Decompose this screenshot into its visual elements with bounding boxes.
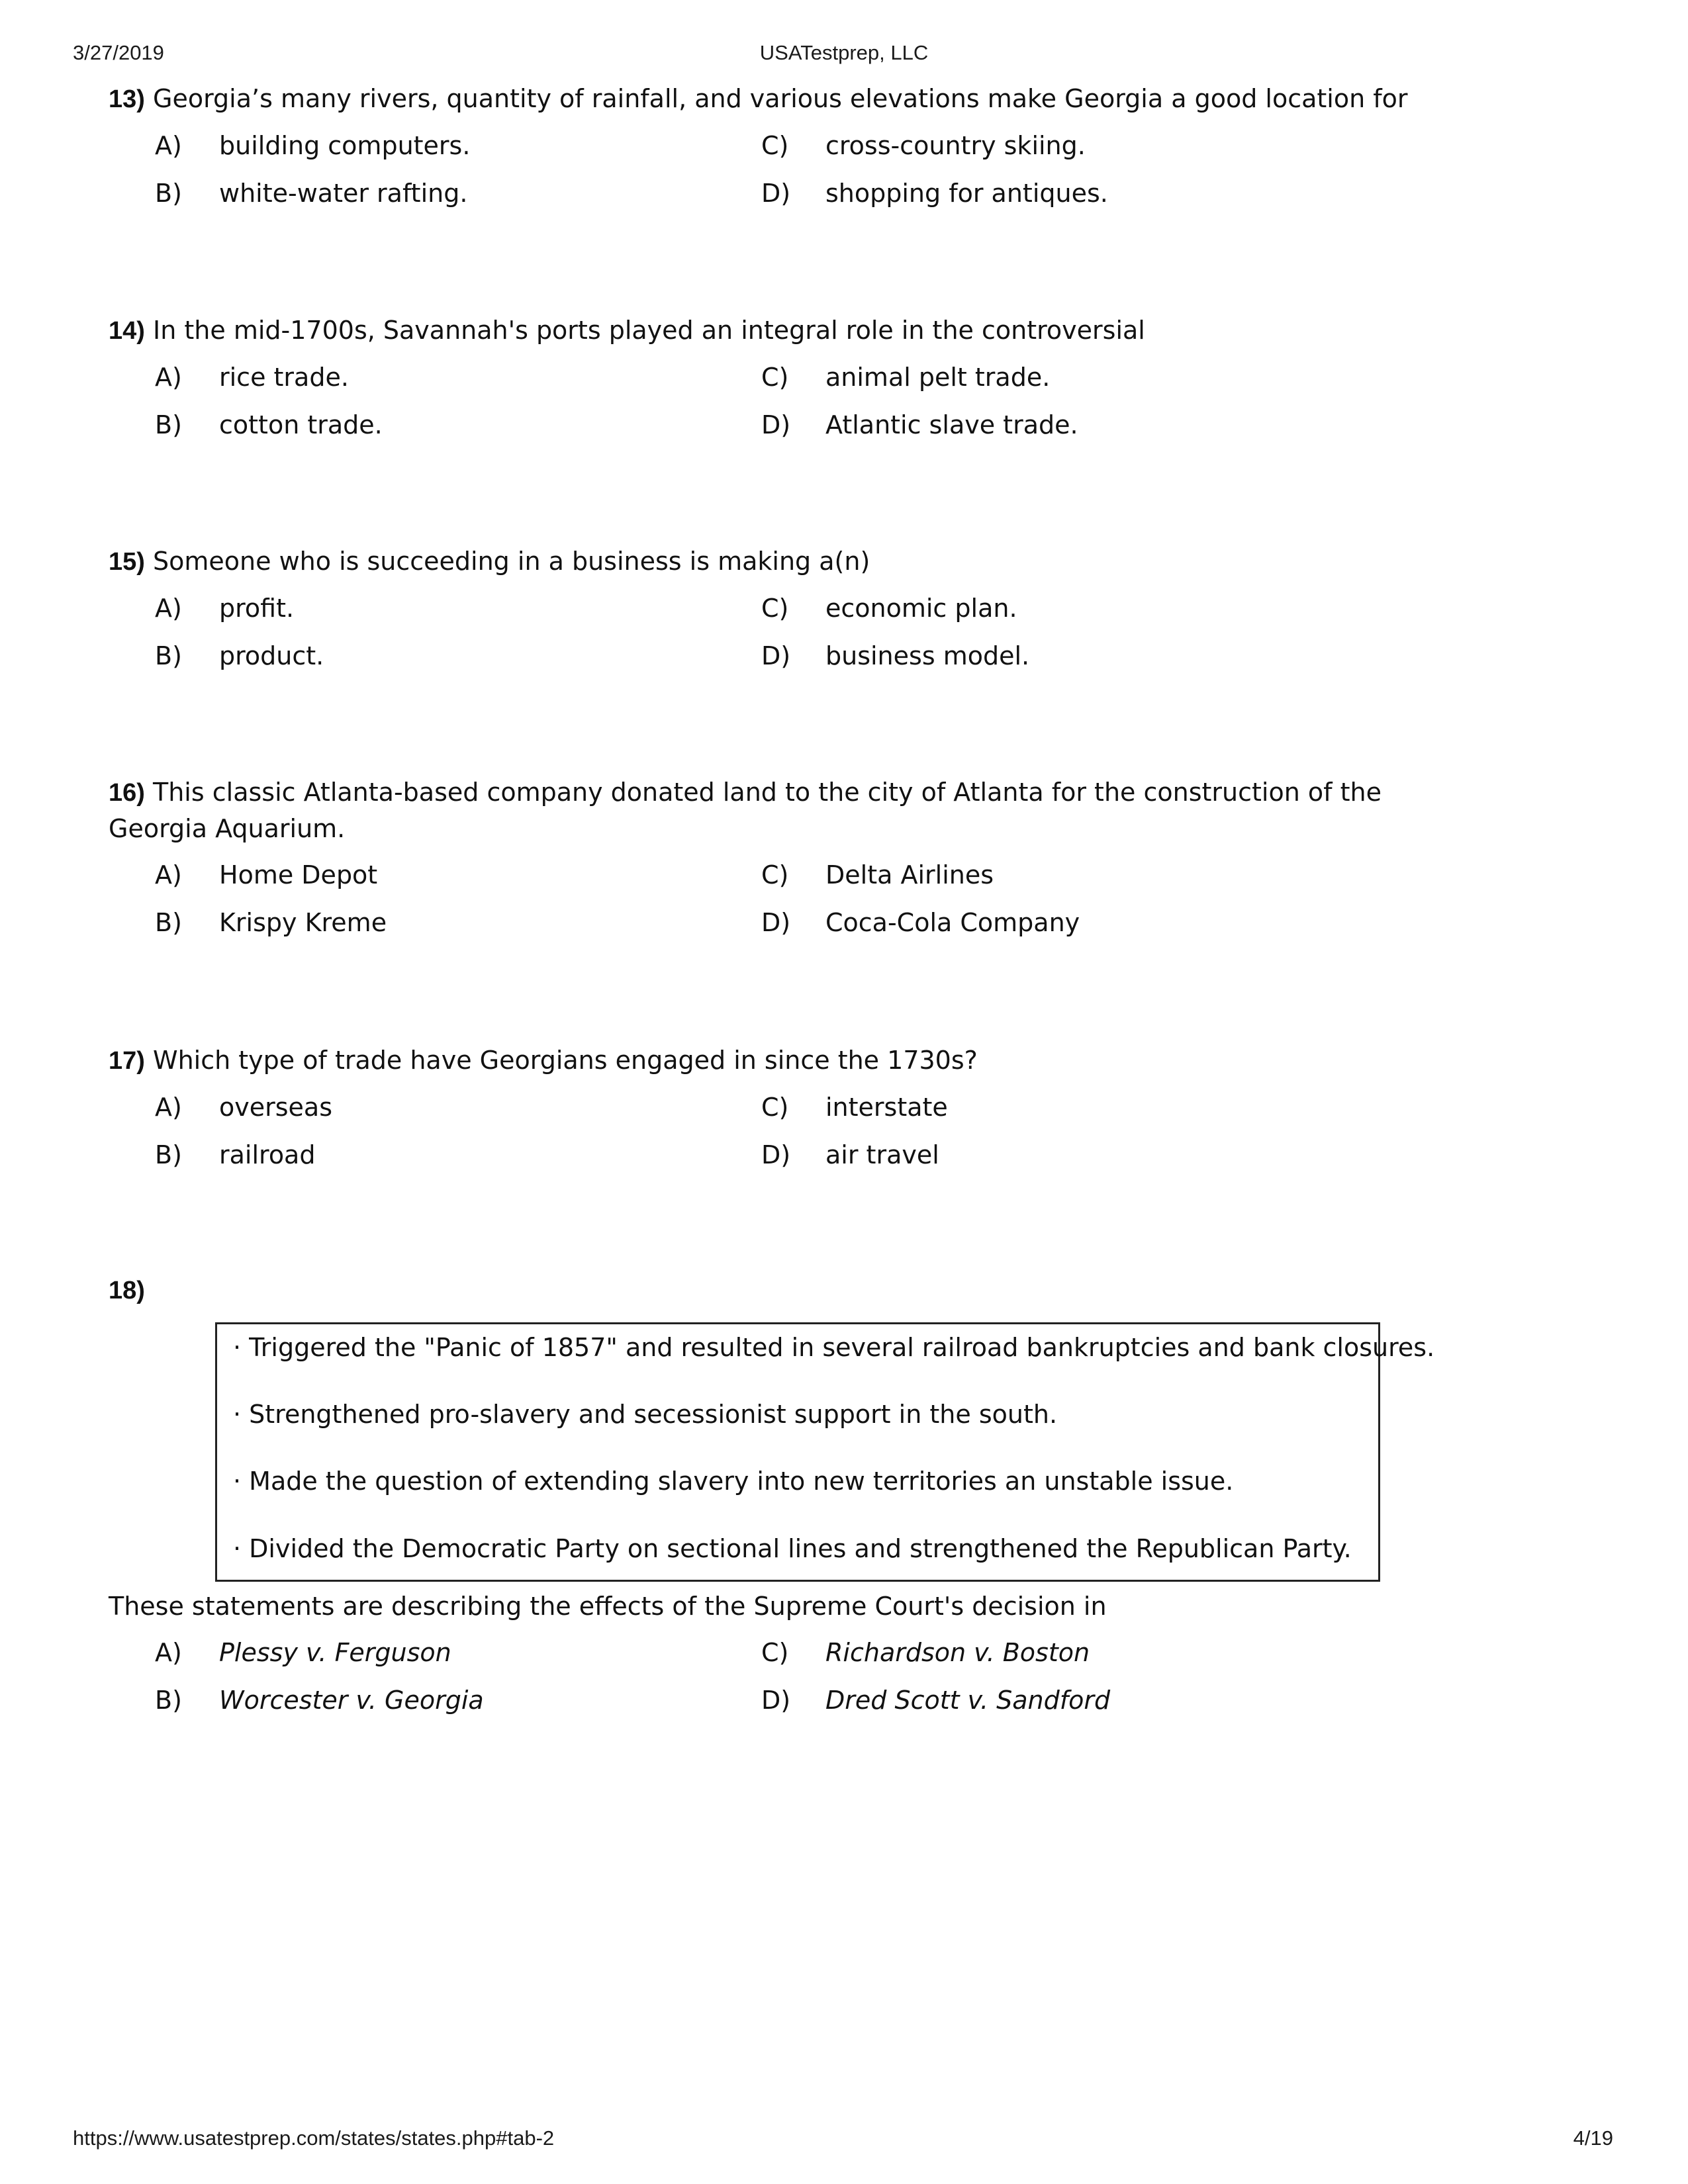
option-text: Worcester v. Georgia <box>219 1686 484 1715</box>
question-number: 16) <box>109 779 145 807</box>
question-text: This classic Atlanta-based company donated land to the city of Atlanta for the construction of the Georgia Aquarium. <box>109 778 1382 843</box>
option-text: Coca-Cola Company <box>825 908 1080 937</box>
question-text: Someone who is succeeding in a business is making a(n) <box>153 547 870 576</box>
option-text: Delta Airlines <box>825 860 994 889</box>
option-letter: A) <box>155 594 182 623</box>
question-18 <box>109 1588 1432 1727</box>
question-17 <box>109 1042 1432 1182</box>
option-text: Home Depot <box>219 860 378 889</box>
option-letter: B) <box>155 1686 182 1715</box>
stimulus-bullet: · Made the question of extending slavery into new territories an unstable issue. <box>233 1467 1234 1496</box>
question-15 <box>109 543 1432 683</box>
question-18-number <box>109 1272 1432 1308</box>
stimulus-bullet: · Strengthened pro-slavery and secessionist support in the south. <box>233 1400 1058 1429</box>
page-header-title: USATestprep, LLC <box>759 41 929 64</box>
question-number: 14) <box>109 317 145 345</box>
question-number: 17) <box>109 1047 145 1075</box>
question-text: Georgia’s many rivers, quantity of rainfall, and various elevations make Georgia a good location for <box>153 84 1408 113</box>
option-letter: B) <box>155 908 182 937</box>
stimulus-bullet: · Divided the Democratic Party on sectional lines and strengthened the Republican Party. <box>233 1534 1352 1563</box>
question-14 <box>109 312 1432 452</box>
option-letter: A) <box>155 1093 182 1122</box>
option-letter: C) <box>761 1093 789 1122</box>
question-16 <box>109 774 1432 950</box>
question-text: Which type of trade have Georgians engaged in since the 1730s? <box>153 1046 978 1075</box>
option-letter: D) <box>761 1686 791 1715</box>
option-letter: C) <box>761 860 789 889</box>
option-letter: A) <box>155 131 182 160</box>
option-text: railroad <box>219 1140 316 1169</box>
answer-options <box>109 128 1432 220</box>
question-stem <box>109 543 1432 580</box>
option-text: interstate <box>825 1093 948 1122</box>
page-number: 4/19 <box>1573 2126 1613 2150</box>
option-text: Atlantic slave trade. <box>825 410 1078 439</box>
print-date: 3/27/2019 <box>73 41 164 64</box>
answer-options <box>109 359 1432 452</box>
option-letter: A) <box>155 860 182 889</box>
option-text: shopping for antiques. <box>825 179 1108 208</box>
option-letter: B) <box>155 641 182 670</box>
question-number: 15) <box>109 548 145 576</box>
option-letter: D) <box>761 410 791 439</box>
answer-options <box>109 857 1432 950</box>
option-letter: C) <box>761 594 789 623</box>
question-number: 18) <box>109 1277 145 1304</box>
question-stem <box>109 312 1432 349</box>
option-text: profit. <box>219 594 295 623</box>
option-letter: D) <box>761 908 791 937</box>
option-text: cross-country skiing. <box>825 131 1086 160</box>
option-text: Plessy v. Ferguson <box>219 1638 451 1667</box>
option-text: white-water rafting. <box>219 179 468 208</box>
option-letter: B) <box>155 1140 182 1169</box>
option-text: business model. <box>825 641 1030 670</box>
answer-options <box>109 590 1432 683</box>
option-text: Dred Scott v. Sandford <box>825 1686 1111 1715</box>
question-13 <box>109 81 1432 220</box>
question-text: These statements are describing the effects of the Supreme Court's decision in <box>109 1592 1107 1621</box>
answer-options <box>109 1089 1432 1182</box>
question-stem <box>109 1042 1432 1079</box>
option-letter: A) <box>155 363 182 392</box>
option-letter: D) <box>761 641 791 670</box>
option-letter: D) <box>761 1140 791 1169</box>
answer-options <box>109 1635 1432 1727</box>
question-text: In the mid-1700s, Savannah's ports played an integral role in the controversial <box>153 316 1145 345</box>
option-letter: B) <box>155 410 182 439</box>
option-text: cotton trade. <box>219 410 383 439</box>
question-stem <box>109 81 1432 117</box>
stimulus-bullet: · Triggered the "Panic of 1857" and resulted in several railroad bankruptcies and bank closures. <box>233 1333 1435 1362</box>
option-text: air travel <box>825 1140 939 1169</box>
option-text: product. <box>219 641 324 670</box>
option-letter: A) <box>155 1638 182 1667</box>
question-number: 13) <box>109 85 145 113</box>
option-letter: C) <box>761 1638 789 1667</box>
question-stem <box>109 774 1432 846</box>
option-text: rice trade. <box>219 363 349 392</box>
option-text: Richardson v. Boston <box>825 1638 1090 1667</box>
option-letter: C) <box>761 131 789 160</box>
option-letter: D) <box>761 179 791 208</box>
option-text: Krispy Kreme <box>219 908 387 937</box>
option-text: overseas <box>219 1093 332 1122</box>
option-text: building computers. <box>219 131 471 160</box>
stimulus-box <box>215 1322 1435 1582</box>
option-letter: C) <box>761 363 789 392</box>
option-text: economic plan. <box>825 594 1017 623</box>
option-letter: B) <box>155 179 182 208</box>
footer-url: https://www.usatestprep.com/states/states.php#tab-2 <box>73 2126 555 2150</box>
option-text: animal pelt trade. <box>825 363 1051 392</box>
